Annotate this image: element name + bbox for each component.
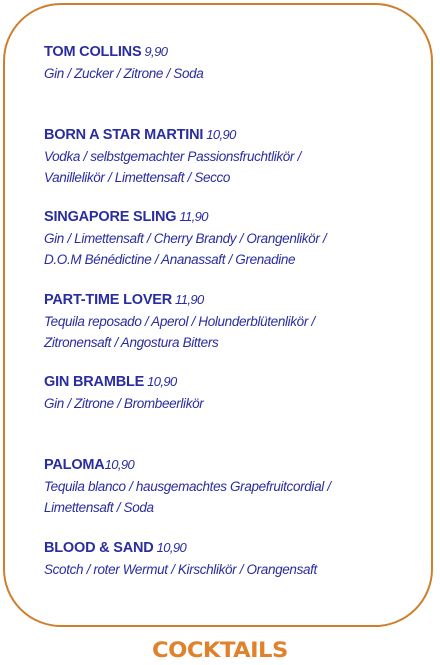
cocktail-name: SINGAPORE SLING <box>44 209 177 226</box>
cocktail-price: 10,90 <box>156 539 187 555</box>
cocktail-ingredients <box>44 146 424 188</box>
menu-item <box>44 290 424 373</box>
cocktail-price: 10,90 <box>206 126 236 142</box>
cocktail-name: BORN A STAR MARTINI <box>44 126 204 143</box>
ingredients-line: D.O.M Bénédictine / Ananassaft / Grenadine <box>44 252 296 268</box>
cocktail-name: PART-TIME LOVER <box>44 291 173 308</box>
menu-item <box>44 372 424 455</box>
ingredients-line: Gin / Zucker / Zitrone / Soda <box>44 66 204 81</box>
cocktail-name: PALOMA <box>44 456 105 473</box>
cocktail-price: 11,90 <box>175 291 204 307</box>
menu-item <box>44 207 424 290</box>
menu-card <box>3 3 433 627</box>
cocktail-price: 10,90 <box>147 374 177 390</box>
ingredients-line: Gin / Zitrone / Brombeerlikör <box>44 396 204 412</box>
cocktail-ingredients <box>44 559 424 580</box>
cocktail-name: TOM COLLINS <box>44 44 142 60</box>
ingredients-line: Vanillelikör / Limettensaft / Secco <box>44 169 231 185</box>
ingredients-line: Vodka / selbstgemachter Passionsfruchtlikör / <box>44 148 301 164</box>
ingredients-line: Limettensaft / Soda <box>44 499 154 515</box>
cocktail-ingredients <box>44 63 424 84</box>
cocktail-ingredients <box>44 393 424 414</box>
cocktail-price: 10,90 <box>104 456 135 472</box>
ingredients-line: Tequila reposado / Aperol / Holunderblütenlikör / <box>44 313 315 329</box>
cocktail-ingredients <box>44 311 424 353</box>
cocktail-name: GIN BRAMBLE <box>44 374 145 391</box>
cocktails-title: COCKTAILS <box>152 638 288 662</box>
ingredients-line: Tequila blanco / hausgemachtes Grapefruitcordial / <box>44 478 331 494</box>
menu-item <box>44 42 424 125</box>
cocktail-price: 9,90 <box>144 44 168 59</box>
ingredients-line: Scotch / roter Wermut / Kirschlikör / Orangensaft <box>44 561 317 577</box>
cocktail-name: BLOOD & SAND <box>44 539 154 556</box>
menu-item <box>44 538 424 621</box>
cocktail-ingredients <box>44 476 424 518</box>
menu-item <box>44 455 424 538</box>
ingredients-line: Zitronensaft / Angostura Bitters <box>44 334 219 350</box>
menu-item <box>44 125 424 208</box>
footer <box>0 637 440 663</box>
cocktail-ingredients <box>44 228 424 270</box>
cocktail-list <box>44 42 424 620</box>
ingredients-line: Gin / Limettensaft / Cherry Brandy / Orangenlikör / <box>44 231 327 247</box>
cocktail-price: 11,90 <box>179 209 208 225</box>
